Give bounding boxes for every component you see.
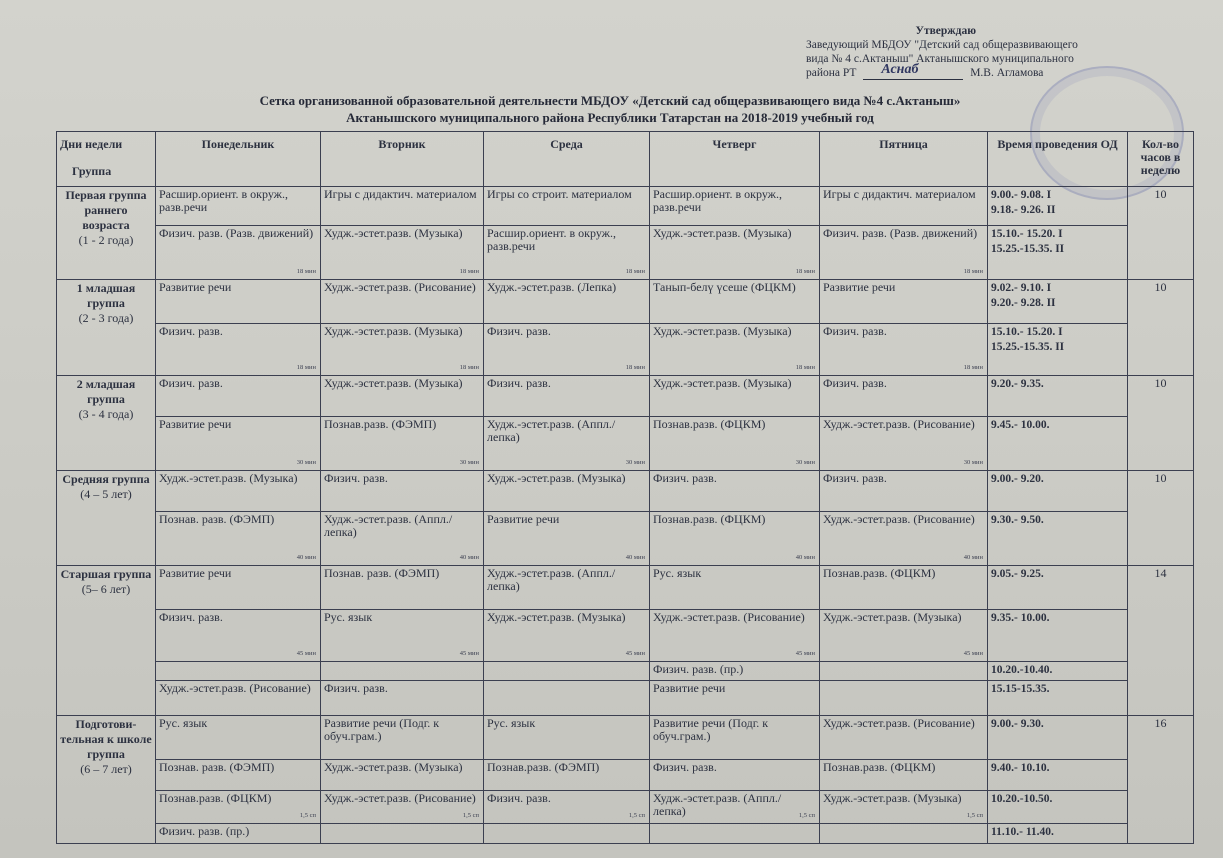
lesson-text: Танып-белү үсеше (ФЦКМ) xyxy=(653,280,796,295)
lesson-text: Физич. разв. xyxy=(653,471,717,485)
lesson-text: Расшир.ориент. в окруж., разв.речи xyxy=(159,187,288,214)
duration-note: 45 мин xyxy=(625,649,645,657)
time-cell xyxy=(988,187,1128,226)
table-row xyxy=(57,471,1194,512)
time-slot: 15.10.- 15.20. I xyxy=(991,325,1063,338)
table-row xyxy=(57,824,1194,844)
lesson-cell-mon xyxy=(156,715,321,759)
lesson-cell-wed xyxy=(484,715,650,759)
lesson-cell-tue xyxy=(321,661,484,681)
lesson-cell-thu xyxy=(650,566,820,609)
lesson-text: Физич. разв. xyxy=(159,323,223,338)
lesson-cell-mon xyxy=(156,375,321,416)
time-slot: 9.30.- 9.50. xyxy=(991,514,1044,527)
lesson-text: Худж.-эстет.разв. (Музыка) xyxy=(653,323,792,338)
lesson-text: Худж.-эстет.разв. (Лепка) xyxy=(487,280,617,295)
group-age: (5– 6 лет) xyxy=(81,582,131,597)
duration-note: 40 мин xyxy=(459,554,479,562)
lesson-cell-mon xyxy=(156,760,321,790)
lesson-text: Расшир.ориент. в окруж., разв.речи xyxy=(653,187,782,214)
lesson-text: Физич. разв. (пр.) xyxy=(653,661,744,676)
lesson-cell-mon xyxy=(156,681,321,716)
duration-note: 18 мин xyxy=(296,268,316,276)
header-tuesday: Вторник xyxy=(321,132,484,187)
lesson-text: Расшир.ориент. в окруж., разв.речи xyxy=(487,226,616,254)
lesson-text: Рус. язык xyxy=(487,715,536,730)
duration-note: 18 мин xyxy=(795,363,815,371)
lesson-cell-thu xyxy=(650,790,820,824)
lesson-cell-tue xyxy=(321,609,484,661)
time-slot: 9.00.- 9.08. I xyxy=(991,189,1052,201)
lesson-cell-tue xyxy=(321,824,484,844)
lesson-cell-mon xyxy=(156,323,321,375)
title-line-1: Сетка организованной образовательной деятельнести МБДОУ «Детский сад общеразвивающего вида №4 с.Актаныш» xyxy=(259,93,961,108)
time-cell xyxy=(988,375,1128,416)
time-cell xyxy=(988,661,1128,681)
lesson-text: Игры со строит. материалом xyxy=(487,187,632,201)
lesson-cell-wed xyxy=(484,187,650,226)
table-row xyxy=(57,566,1194,609)
lesson-cell-thu xyxy=(650,323,820,375)
lesson-cell-wed xyxy=(484,681,650,716)
lesson-text: Физич. разв. xyxy=(324,471,388,485)
group-age: (4 – 5 лет) xyxy=(80,487,132,501)
lesson-cell-fri xyxy=(820,566,988,609)
lesson-text: Познав.разв. (ФЭМП) xyxy=(324,416,437,431)
lesson-cell-wed xyxy=(484,790,650,824)
table-row xyxy=(57,661,1194,681)
lesson-text: Познав. разв. (ФЭМП) xyxy=(324,566,440,581)
header-hours: Кол-во часов в неделю xyxy=(1128,132,1194,187)
lesson-cell-fri xyxy=(820,375,988,416)
approval-line-1: Заведующий МБДОУ "Детский сад общеразвивающего xyxy=(806,39,1078,51)
duration-note: 45 мин xyxy=(296,649,316,657)
lesson-text: Худж.-эстет.разв. (Музыка) xyxy=(487,471,626,485)
lesson-text: Худж.-эстет.разв. (Рисование) xyxy=(653,609,805,624)
lesson-cell-tue xyxy=(321,187,484,226)
group-age: (6 – 7 лет) xyxy=(80,761,132,776)
lesson-text: Худж.-эстет.разв. (Рисование) xyxy=(823,416,975,431)
time-slot: 15.15-15.35. xyxy=(991,683,1050,696)
duration-note: 1,5 сп xyxy=(966,812,983,820)
lesson-cell-fri xyxy=(820,824,988,844)
lesson-cell-thu xyxy=(650,760,820,790)
lesson-cell-wed xyxy=(484,226,650,280)
group-name: Подготови-тельная к школе группа xyxy=(60,716,152,761)
header-friday: Пятница xyxy=(820,132,988,187)
lesson-text: Худж.-эстет.разв. (Музыка) xyxy=(324,226,463,241)
lesson-cell-mon xyxy=(156,226,321,280)
lesson-text: Физич. разв. xyxy=(823,323,887,338)
time-slot: 9.45.- 10.00. xyxy=(991,418,1050,431)
lesson-cell-tue xyxy=(321,226,484,280)
lesson-cell-mon xyxy=(156,187,321,226)
duration-note: 18 мин xyxy=(795,268,815,276)
lesson-cell-fri xyxy=(820,226,988,280)
group-age: (2 - 3 года) xyxy=(78,311,134,326)
lesson-cell-mon xyxy=(156,824,321,844)
group-name: 2 младшая группа xyxy=(76,376,136,406)
duration-note: 30 мин xyxy=(459,459,479,466)
time-cell xyxy=(988,824,1128,844)
lesson-text: Физич. разв. xyxy=(487,790,551,805)
lesson-cell-wed xyxy=(484,566,650,609)
time-cell xyxy=(988,760,1128,790)
table-row xyxy=(57,760,1194,790)
time-cell xyxy=(988,471,1128,512)
duration-note: 18 мин xyxy=(459,268,479,276)
time-slot: 9.00.- 9.30. xyxy=(991,717,1044,730)
lesson-cell-tue xyxy=(321,760,484,790)
lesson-text: Худж.-эстет.разв. (Аппл./ лепка) xyxy=(487,566,616,594)
time-slot: 15.10.- 15.20. I xyxy=(991,228,1063,241)
duration-note: 30 мин xyxy=(795,459,815,466)
table-row xyxy=(57,323,1194,375)
hours-per-week: 10 xyxy=(1128,471,1194,566)
lesson-text: Худж.-эстет.разв. (Рисование) xyxy=(324,280,476,295)
lesson-text: Познав.разв. (ФЦКМ) xyxy=(823,760,936,775)
hours-per-week: 16 xyxy=(1128,715,1194,843)
lesson-text: Физич. разв. xyxy=(159,375,223,390)
lesson-text: Развитие речи xyxy=(823,280,896,295)
hours-per-week: 10 xyxy=(1128,280,1194,375)
lesson-cell-wed xyxy=(484,760,650,790)
table-row xyxy=(57,790,1194,824)
lesson-text: Физич. разв. xyxy=(487,375,551,390)
lesson-cell-fri xyxy=(820,323,988,375)
duration-note: 1,5 сп xyxy=(628,812,645,820)
time-slot: 9.20.- 9.28. II xyxy=(991,297,1056,310)
lesson-cell-fri xyxy=(820,416,988,470)
lesson-cell-thu xyxy=(650,609,820,661)
lesson-cell-wed xyxy=(484,471,650,512)
table-row xyxy=(57,715,1194,759)
duration-note: 18 мин xyxy=(963,363,983,371)
header-days-group xyxy=(57,132,156,187)
lesson-cell-tue xyxy=(321,323,484,375)
lesson-cell-tue xyxy=(321,375,484,416)
lesson-text: Худж.-эстет.разв. (Музыка) xyxy=(159,471,298,485)
table-row xyxy=(57,187,1194,226)
lesson-text: Худж.-эстет.разв. (Музыка) xyxy=(487,609,626,624)
lesson-text: Физич. разв. xyxy=(823,471,887,485)
group-name-cell xyxy=(57,280,156,375)
time-cell xyxy=(988,681,1128,716)
lesson-cell-tue xyxy=(321,471,484,512)
hours-per-week: 14 xyxy=(1128,566,1194,716)
duration-note: 45 мин xyxy=(963,649,983,657)
lesson-text: Рус. язык xyxy=(159,715,208,730)
group-name: 1 младшая группа xyxy=(76,281,136,311)
header-wednesday: Среда xyxy=(484,132,650,187)
lesson-text: Развитие речи xyxy=(159,416,232,431)
duration-note: 40 мин xyxy=(296,554,316,562)
lesson-cell-wed xyxy=(484,375,650,416)
lesson-text: Игры с дидактич. материалом xyxy=(324,187,477,201)
lesson-cell-tue xyxy=(321,715,484,759)
lesson-text: Рус. язык xyxy=(653,566,702,581)
header-monday: Понедельник xyxy=(156,132,321,187)
lesson-cell-mon xyxy=(156,471,321,512)
time-cell xyxy=(988,609,1128,661)
header-days: Дни недели xyxy=(60,137,123,151)
lesson-cell-fri xyxy=(820,661,988,681)
lesson-cell-thu xyxy=(650,280,820,323)
lesson-text: Физич. разв. xyxy=(159,609,223,624)
lesson-cell-fri xyxy=(820,512,988,566)
duration-note: 1,5 сп xyxy=(798,812,815,820)
lesson-cell-mon xyxy=(156,280,321,323)
lesson-text: Развитие речи xyxy=(159,566,232,581)
group-age: (1 - 2 года) xyxy=(78,233,134,247)
lesson-text: Физич. разв. xyxy=(653,760,717,775)
lesson-cell-thu xyxy=(650,187,820,226)
lesson-text: Худж.-эстет.разв. (Рисование) xyxy=(324,790,476,805)
lesson-cell-thu xyxy=(650,471,820,512)
lesson-cell-fri xyxy=(820,715,988,759)
lesson-text: Физич. разв. (Разв. движений) xyxy=(159,226,314,241)
lesson-cell-thu xyxy=(650,681,820,716)
group-name-cell xyxy=(57,566,156,716)
hours-per-week: 10 xyxy=(1128,375,1194,470)
table-row xyxy=(57,280,1194,323)
time-slot: 10.20.-10.50. xyxy=(991,792,1053,805)
lesson-cell-fri xyxy=(820,790,988,824)
duration-note: 40 мин xyxy=(625,554,645,562)
lesson-text: Познав.разв. (ФЦКМ) xyxy=(159,790,272,805)
time-slot: 15.25.-15.35. II xyxy=(991,243,1065,256)
lesson-text: Физич. разв. xyxy=(823,375,887,390)
time-slot: 11.10.- 11.40. xyxy=(991,826,1054,839)
group-name: Первая группа раннего возраста xyxy=(65,188,147,232)
lesson-cell-wed xyxy=(484,280,650,323)
title-line-2: Актанышского муниципального района Республики Татарстан на 2018-2019 учебный год xyxy=(346,110,874,125)
lesson-text: Рус. язык xyxy=(324,609,373,624)
lesson-text: Худж.-эстет.разв. (Музыка) xyxy=(324,760,463,775)
lesson-cell-thu xyxy=(650,226,820,280)
time-slot: 9.20.- 9.35. xyxy=(991,377,1044,390)
lesson-cell-thu xyxy=(650,824,820,844)
time-slot: 9.35.- 10.00. xyxy=(991,611,1050,624)
duration-note: 40 мин xyxy=(963,554,983,562)
lesson-text: Развитие речи xyxy=(487,512,560,527)
lesson-cell-fri xyxy=(820,471,988,512)
lesson-cell-thu xyxy=(650,416,820,470)
lesson-text: Развитие речи (Подг. к обуч.грам.) xyxy=(653,715,769,743)
duration-note: 18 мин xyxy=(963,268,983,276)
lesson-text: Познав.разв. (ФЭМП) xyxy=(487,760,600,775)
lesson-cell-mon xyxy=(156,790,321,824)
group-age: (3 - 4 года) xyxy=(78,406,134,421)
lesson-cell-wed xyxy=(484,512,650,566)
lesson-cell-tue xyxy=(321,416,484,470)
time-slot: 9.02.- 9.10. I xyxy=(991,282,1052,295)
duration-note: 45 мин xyxy=(459,649,479,657)
group-name-cell xyxy=(57,187,156,280)
signature-scrawl: Аснаб xyxy=(881,62,919,77)
lesson-text: Худж.-эстет.разв. (Музыка) xyxy=(653,226,792,241)
lesson-cell-tue xyxy=(321,681,484,716)
time-cell xyxy=(988,416,1128,470)
lesson-cell-wed xyxy=(484,416,650,470)
schedule-table xyxy=(56,131,1194,844)
duration-note: 30 мин xyxy=(963,459,983,466)
lesson-text: Худж.-эстет.разв. (Музыка) xyxy=(823,609,962,624)
lesson-text: Худж.-эстет.разв. (Аппл./ лепка) xyxy=(324,512,453,540)
table-row xyxy=(57,609,1194,661)
table-header-row xyxy=(57,132,1194,187)
lesson-text: Познав. разв. (ФЭМП) xyxy=(159,760,275,775)
lesson-text: Физич. разв. (пр.) xyxy=(159,824,250,839)
lesson-cell-tue xyxy=(321,280,484,323)
lesson-cell-mon xyxy=(156,416,321,470)
document-title xyxy=(140,92,1080,126)
time-cell xyxy=(988,512,1128,566)
group-name: Средняя группа xyxy=(62,472,150,486)
lesson-cell-fri xyxy=(820,280,988,323)
lesson-cell-thu xyxy=(650,512,820,566)
approval-line-2: вида № 4 с.Актаныш" Актанышского муниципального xyxy=(806,53,1074,65)
lesson-cell-fri xyxy=(820,681,988,716)
time-slot: 9.05.- 9.25. xyxy=(991,568,1044,581)
lesson-cell-mon xyxy=(156,566,321,609)
table-row xyxy=(57,416,1194,470)
lesson-text: Худж.-эстет.разв. (Музыка) xyxy=(653,375,792,390)
lesson-cell-wed xyxy=(484,824,650,844)
lesson-text: Худж.-эстет.разв. (Рисование) xyxy=(159,681,311,696)
duration-note: 30 мин xyxy=(296,459,316,466)
lesson-text: Худж.-эстет.разв. (Музыка) xyxy=(823,790,962,805)
duration-note: 18 мин xyxy=(625,268,645,276)
group-name-cell xyxy=(57,715,156,843)
lesson-cell-mon xyxy=(156,661,321,681)
time-slot: 15.25.-15.35. II xyxy=(991,340,1065,353)
lesson-text: Физич. разв. (Разв. движений) xyxy=(823,226,978,241)
group-name: Старшая группа xyxy=(60,567,152,582)
lesson-cell-wed xyxy=(484,609,650,661)
time-cell xyxy=(988,280,1128,323)
lesson-cell-fri xyxy=(820,187,988,226)
duration-note: 45 мин xyxy=(795,649,815,657)
lesson-text: Познав.разв. (ФЦКМ) xyxy=(823,566,936,581)
lesson-text: Игры с дидактич. материалом xyxy=(823,187,976,201)
time-cell xyxy=(988,566,1128,609)
table-row xyxy=(57,226,1194,280)
lesson-cell-mon xyxy=(156,512,321,566)
group-name-cell xyxy=(57,471,156,566)
lesson-cell-thu xyxy=(650,661,820,681)
lesson-text: Физич. разв. xyxy=(324,681,388,696)
header-thursday: Четверг xyxy=(650,132,820,187)
lesson-cell-thu xyxy=(650,375,820,416)
group-name-cell xyxy=(57,375,156,470)
header-time: Время проведения ОД xyxy=(988,132,1128,187)
time-cell xyxy=(988,715,1128,759)
time-slot: 9.00.- 9.20. xyxy=(991,473,1044,485)
duration-note: 18 мин xyxy=(459,363,479,371)
lesson-cell-fri xyxy=(820,760,988,790)
hours-per-week: 10 xyxy=(1128,187,1194,280)
lesson-cell-thu xyxy=(650,715,820,759)
header-group: Группа xyxy=(72,164,112,178)
lesson-cell-fri xyxy=(820,609,988,661)
lesson-text: Познав.разв. (ФЦКМ) xyxy=(653,416,766,431)
lesson-cell-tue xyxy=(321,566,484,609)
table-row xyxy=(57,681,1194,716)
table-row xyxy=(57,512,1194,566)
lesson-text: Развитие речи (Подг. к обуч.грам.) xyxy=(324,715,440,743)
duration-note: 18 мин xyxy=(625,363,645,371)
lesson-text: Физич. разв. xyxy=(487,323,551,338)
approval-name: М.В. Агламова xyxy=(970,67,1044,79)
time-cell xyxy=(988,226,1128,280)
time-cell xyxy=(988,790,1128,824)
time-slot: 10.20.-10.40. xyxy=(991,663,1053,676)
lesson-cell-tue xyxy=(321,512,484,566)
duration-note: 1,5 сп xyxy=(462,812,479,820)
lesson-text: Худж.-эстет.разв. (Аппл./ лепка) xyxy=(487,416,616,444)
lesson-text: Худж.-эстет.разв. (Аппл./ лепка) xyxy=(653,790,782,818)
lesson-cell-mon xyxy=(156,609,321,661)
lesson-text: Худж.-эстет.разв. (Музыка) xyxy=(324,375,463,390)
duration-note: 40 мин xyxy=(795,554,815,562)
duration-note: 18 мин xyxy=(296,363,316,371)
duration-note: 1,5 сп xyxy=(299,812,316,820)
duration-note: 30 мин xyxy=(625,459,645,466)
lesson-cell-tue xyxy=(321,790,484,824)
lesson-text: Худж.-эстет.разв. (Музыка) xyxy=(324,323,463,338)
lesson-text: Худж.-эстет.разв. (Рисование) xyxy=(823,512,975,527)
lesson-cell-wed xyxy=(484,661,650,681)
lesson-text: Познав. разв. (ФЭМП) xyxy=(159,512,275,527)
lesson-text: Развитие речи xyxy=(653,681,726,696)
approval-region: района РТ xyxy=(806,67,857,79)
lesson-cell-wed xyxy=(484,323,650,375)
time-cell xyxy=(988,323,1128,375)
table-row xyxy=(57,375,1194,416)
time-slot: 9.18.- 9.26. II xyxy=(991,204,1056,216)
approval-heading: Утверждаю xyxy=(915,25,976,37)
signature xyxy=(863,62,963,80)
lesson-text: Худж.-эстет.разв. (Рисование) xyxy=(823,715,975,730)
lesson-text: Познав.разв. (ФЦКМ) xyxy=(653,512,766,527)
time-slot: 9.40.- 10.10. xyxy=(991,762,1050,775)
lesson-text: Развитие речи xyxy=(159,280,232,295)
